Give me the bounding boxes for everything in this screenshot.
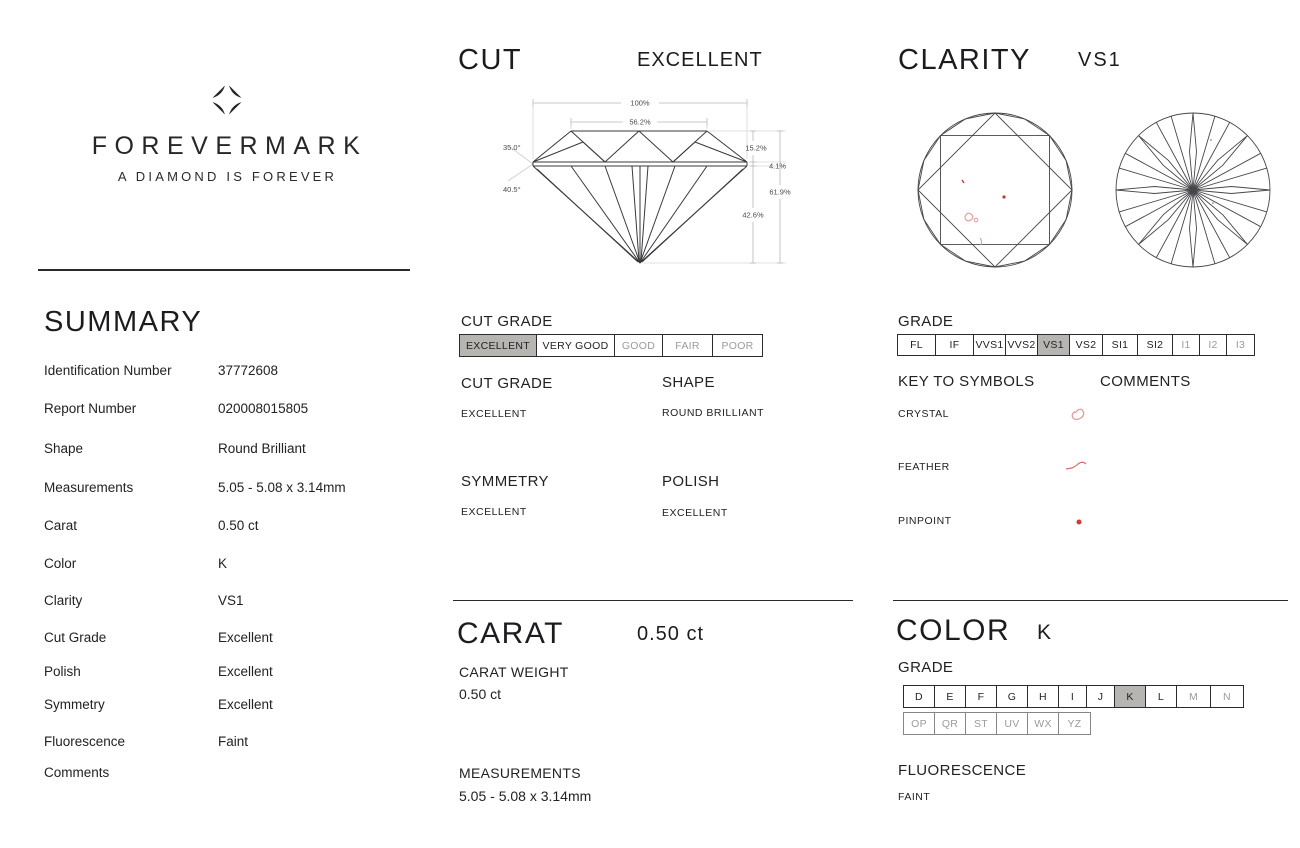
scale-cell-uv: UV — [997, 713, 1028, 734]
crystal-symbol-icon — [1066, 406, 1090, 426]
shape-value: ROUND BRILLIANT — [662, 407, 765, 419]
scale-cell-excellent: EXCELLENT — [460, 335, 537, 356]
dim-crown-angle: 35.0° — [503, 143, 521, 152]
scale-cell-e: E — [935, 686, 966, 707]
scale-cell-i3: I3 — [1235, 339, 1246, 351]
fluorescence-value: FAINT — [898, 791, 931, 803]
summary-label: Identification Number — [44, 363, 172, 378]
brand-name: FOREVERMARK — [91, 132, 368, 160]
dim-table: 56.2% — [629, 117, 651, 127]
dim-pavilion-angle: 40.5° — [503, 185, 521, 194]
color-grade-label: GRADE — [898, 659, 954, 676]
color-divider — [893, 600, 1288, 601]
summary-label: Symmetry — [44, 697, 105, 712]
scale-cell-n: N — [1223, 690, 1231, 703]
scale-cell-d: D — [904, 686, 935, 707]
symmetry-label: SYMMETRY — [461, 473, 549, 490]
summary-row — [44, 518, 414, 533]
summary-label: Clarity — [44, 593, 83, 608]
summary-row — [44, 697, 414, 712]
summary-row — [44, 734, 414, 749]
summary-value: Faint — [218, 734, 249, 749]
fluorescence-label: FLUORESCENCE — [898, 762, 1027, 779]
summary-row — [44, 630, 414, 645]
scale-cell-i: I — [1059, 686, 1087, 707]
shape-label: SHAPE — [662, 374, 715, 391]
scale-cell-i1: I1 — [1173, 335, 1200, 355]
diamond-profile-outline — [533, 131, 747, 263]
summary-row — [44, 401, 414, 416]
scale-cell-si2: SI2 — [1138, 335, 1173, 355]
scale-cell-good: GOOD — [615, 335, 663, 356]
summary-label: Comments — [44, 765, 110, 780]
symbol-label-pinpoint: PINPOINT — [898, 515, 952, 527]
scale-cell-yz: YZ — [1067, 717, 1082, 730]
cut-grade-scale — [459, 334, 763, 357]
color-title: COLOR — [896, 614, 1011, 647]
summary-row — [44, 593, 414, 608]
scale-cell-if: IF — [936, 335, 974, 355]
scale-cell-fair: FAIR — [663, 335, 713, 356]
symbol-label-feather: FEATHER — [898, 461, 950, 473]
scale-cell-vvs2: VVS2 — [1006, 335, 1038, 355]
summary-row — [44, 441, 414, 456]
dim-pavilion-depth: 42.6% — [742, 210, 764, 220]
crown-plot-inclusions — [962, 180, 1006, 245]
cut-profile-diagram — [480, 95, 800, 270]
pinpoint-mark — [962, 180, 964, 183]
dim-girdle: 4.1% — [769, 161, 787, 171]
carat-title: CARAT — [457, 617, 564, 650]
scale-cell-si1: SI1 — [1103, 335, 1138, 355]
color-header-value: K — [1037, 621, 1053, 644]
scale-cell-poor: POOR — [721, 339, 754, 352]
dim-total-width: 100% — [630, 98, 650, 108]
feather-symbol-icon — [1064, 458, 1090, 472]
brand-tagline: A DIAMOND IS FOREVER — [117, 169, 338, 184]
clarity-header-value: VS1 — [1078, 49, 1122, 71]
clarity-plot-diagrams — [915, 110, 1275, 270]
summary-value: 020008015805 — [218, 401, 309, 416]
summary-value: Round Brilliant — [218, 441, 306, 456]
scale-cell-very-good: VERY GOOD — [537, 335, 615, 356]
summary-value: 37772608 — [218, 363, 279, 378]
summary-value: VS1 — [218, 593, 244, 608]
summary-row — [44, 556, 414, 571]
summary-label: Carat — [44, 518, 78, 533]
summary-label: Cut Grade — [44, 630, 107, 645]
polish-value: EXCELLENT — [662, 507, 728, 519]
crystal-mark — [965, 213, 973, 221]
dim-crown-height: 15.2% — [745, 143, 767, 153]
scale-cell-m: M — [1177, 686, 1211, 707]
clarity-grade-scale-label: GRADE — [898, 313, 954, 330]
carat-weight-label: CARAT WEIGHT — [459, 664, 569, 680]
summary-row — [44, 664, 414, 679]
scale-cell-h: H — [1028, 686, 1059, 707]
crown-plot — [918, 113, 1072, 267]
feather-mark — [980, 238, 982, 245]
scale-cell-vs1: VS1 — [1038, 335, 1070, 355]
color-grade-scale-row1 — [903, 685, 1244, 708]
summary-value: K — [218, 556, 228, 571]
scale-cell-f: F — [966, 686, 997, 707]
scale-cell-j: J — [1087, 686, 1115, 707]
summary-value: Excellent — [218, 697, 273, 712]
pavilion-plot — [1116, 113, 1270, 267]
summary-label: Report Number — [44, 401, 137, 416]
carat-weight-value: 0.50 ct — [459, 686, 502, 702]
scale-cell-op: OP — [904, 713, 935, 734]
measurements-value: 5.05 - 5.08 x 3.14mm — [459, 788, 592, 804]
carat-header-value: 0.50 ct — [637, 623, 705, 645]
scale-cell-wx: WX — [1028, 713, 1059, 734]
cut-grade-value: EXCELLENT — [461, 408, 527, 420]
carat-divider — [453, 600, 853, 601]
summary-title: SUMMARY — [44, 306, 203, 338]
summary-value: Excellent — [218, 664, 273, 679]
summary-label: Measurements — [44, 480, 134, 495]
dim-total-depth: 61.9% — [769, 187, 791, 197]
symbol-label-crystal: CRYSTAL — [898, 408, 949, 420]
summary-row — [44, 480, 414, 495]
summary-label: Fluorescence — [44, 734, 126, 749]
summary-label: Polish — [44, 664, 81, 679]
pavilion-plot-inclusions — [1210, 139, 1214, 204]
color-grade-scale-row2 — [903, 712, 1091, 735]
summary-value: Excellent — [218, 630, 273, 645]
summary-label: Shape — [44, 441, 84, 456]
clarity-title: CLARITY — [898, 44, 1031, 76]
summary-value: 0.50 ct — [218, 518, 259, 533]
cut-title: CUT — [458, 44, 523, 76]
scale-cell-qr: QR — [935, 713, 966, 734]
clarity-grade-scale — [897, 334, 1255, 356]
scale-cell-l: L — [1146, 686, 1177, 707]
summary-row — [44, 363, 414, 378]
comments-title: COMMENTS — [1100, 373, 1191, 390]
summary-divider — [38, 269, 410, 271]
scale-cell-fl: FL — [898, 335, 936, 355]
crystal-mark — [974, 218, 978, 222]
summary-value: 5.05 - 5.08 x 3.14mm — [218, 480, 346, 495]
pinpoint-symbol-icon — [1074, 517, 1084, 527]
scale-cell-vvs1: VVS1 — [974, 335, 1006, 355]
scale-cell-st: ST — [966, 713, 997, 734]
cut-header-value: EXCELLENT — [637, 49, 763, 71]
symmetry-value: EXCELLENT — [461, 506, 527, 518]
pinpoint-mark — [1002, 195, 1005, 198]
polish-label: POLISH — [662, 473, 720, 490]
scale-cell-vs2: VS2 — [1070, 335, 1103, 355]
summary-label: Color — [44, 556, 77, 571]
key-to-symbols-title: KEY TO SYMBOLS — [898, 373, 1035, 390]
scale-cell-k: K — [1115, 686, 1146, 707]
measurements-label: MEASUREMENTS — [459, 765, 581, 781]
forevermark-diamond-icon — [209, 82, 245, 118]
summary-row — [44, 765, 414, 780]
cut-grade-scale-label: CUT GRADE — [461, 313, 553, 330]
scale-cell-i2: I2 — [1200, 335, 1227, 355]
scale-cell-g: G — [997, 686, 1028, 707]
cut-grade-label: CUT GRADE — [461, 375, 553, 392]
